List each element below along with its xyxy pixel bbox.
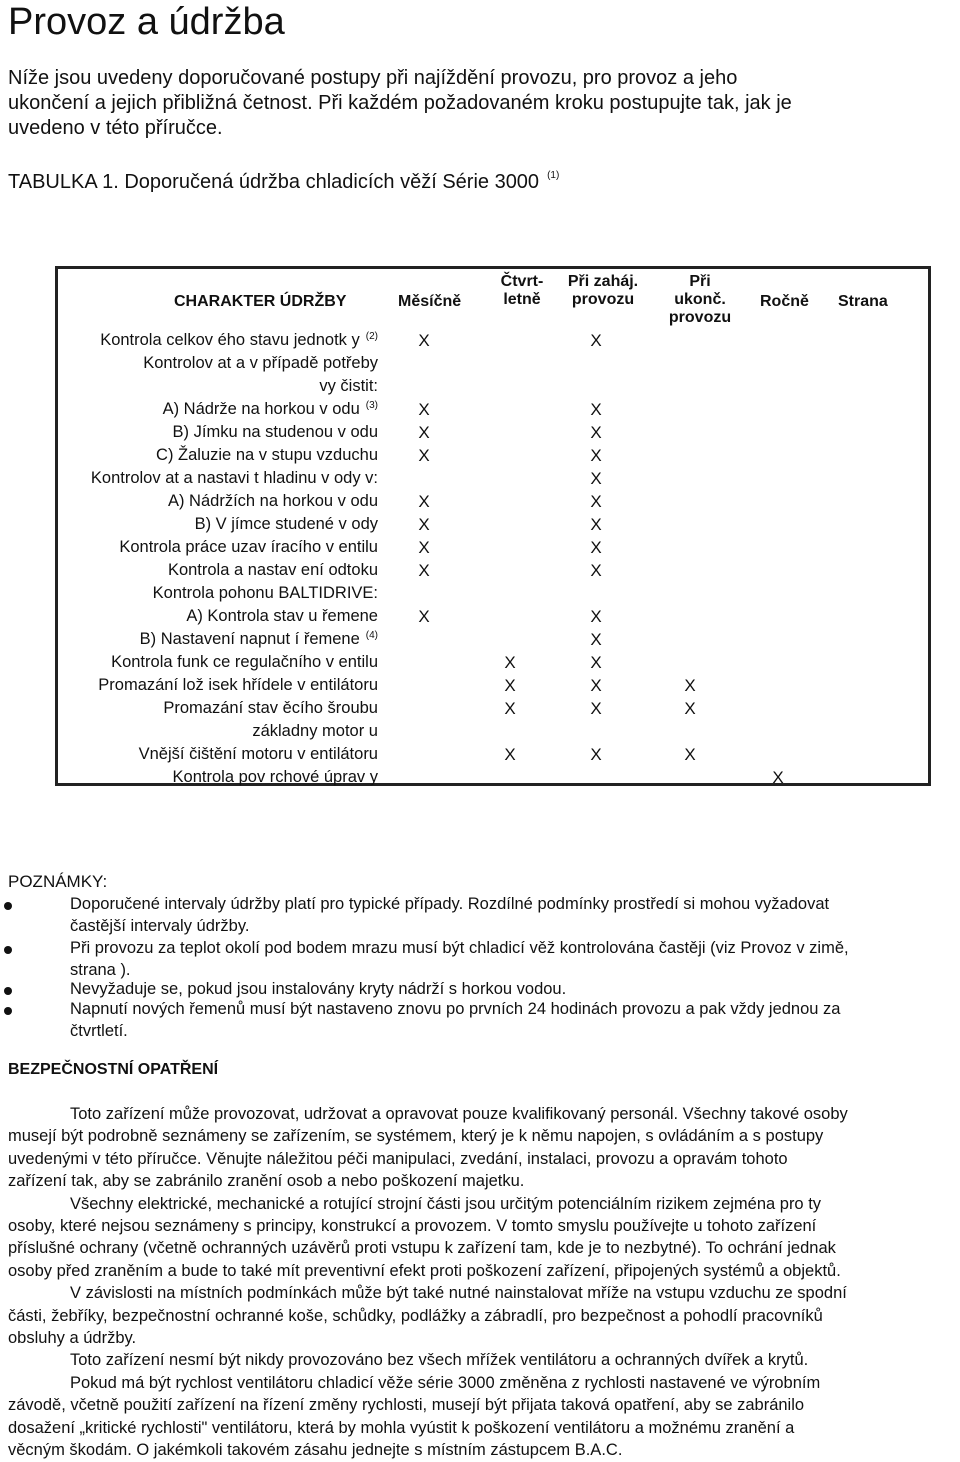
row-mark: X [418,561,430,580]
row-mark: X [418,538,430,557]
row-mark: X [590,469,602,488]
safety-line: příslušné ochrany (včetně ochranných uzávěrů proti vstupu k zařízení tam, kde je to nezbytné). To ochrání jednak [8,1239,836,1258]
row-label-text: Kontrolov at a nastavi t hladinu v ody v: [90,469,378,487]
row-mark: X [590,676,602,695]
row-mark: X [590,446,602,465]
row-label-text: B) Jímku na studenou v odu [172,423,378,441]
row-label [119,536,378,559]
table-row [58,559,928,582]
row-label [186,605,378,628]
bullet-icon [4,1007,12,1015]
row-mark: X [504,653,516,672]
row-mark: X [590,607,602,626]
header-strana: Strana [838,293,888,310]
safety-line: uvedenými v této příručce. Věnujte náležitou péči manipulaci, zvedání, instalaci, provozu a opravám tohoto [8,1149,788,1168]
row-footnote: (3) [365,400,378,411]
row-label [195,513,378,536]
table-row [58,766,928,789]
note-item [70,937,950,981]
table-caption-note: (1) [547,170,560,181]
safety-line: věcným škodám. O jakémkoli takovém zásahu jednejte s místním zástupcem B.A.C. [8,1441,623,1460]
note-line: Nevyžaduje se, pokud jsou instalovány kryty nádrží s horkou vodou. [70,980,567,998]
safety-line: části, žebříky, bezpečnostní ochranné koše, schůdky, podlážky a zábradlí, pro bezpečnost a pohodlí pracovníků [8,1306,823,1325]
table-row [58,582,928,605]
row-label-text: vy čistit: [319,377,378,395]
table-row [58,674,928,697]
table-row [58,421,928,444]
row-label-text: A) Nádržích na horkou v odu [167,492,378,510]
row-mark: X [590,400,602,419]
row-label-text: Kontrola funk ce regulačního v entilu [111,653,378,671]
row-label [139,743,378,766]
table-row [58,651,928,674]
row-label [319,375,378,398]
table-row [58,352,928,375]
table-row [58,467,928,490]
table-caption [8,170,559,194]
safety-text [8,1103,958,1462]
safety-line: Pokud má být rychlost ventilátoru chladicí věže série 3000 změněna z rychlosti nastavené ve výrobním [70,1373,821,1392]
intro-paragraph [8,66,908,141]
safety-line: osoby, které nejsou seznámeny s principy, konstrukcí a provozem. V tomto smyslu používejte u tohoto zařízení [8,1217,817,1236]
row-label [100,329,378,352]
note-item [70,893,950,937]
header-pri-ukonc-line3: provozu [668,309,732,326]
row-mark: X [418,446,430,465]
row-label-text: Vnější čištění motoru v entilátoru [138,745,378,763]
page-title: Provoz a údržba [8,1,285,43]
header-ctvrtletne-line2: letně [503,291,541,308]
row-label-text: Promazání lož isek hřídele v entilátoru [98,676,378,694]
header-rocne: Ročně [760,293,809,310]
row-mark: X [590,653,602,672]
row-mark: X [590,423,602,442]
bullet-icon [4,987,12,995]
table-caption-label: TABULKA 1. [8,171,119,193]
row-label [153,582,378,605]
header-charakter: CHARAKTER ÚDRŽBY [174,293,347,310]
header-pri-zahaj [558,273,648,309]
row-label [156,444,378,467]
row-mark: X [590,331,602,350]
safety-line: V závislosti na místních podmínkách může být také nutné nainstalovat mříže na vstupu vzduchu ze spodní [70,1284,847,1303]
row-mark: X [590,538,602,557]
note-line: strana ). [70,961,131,979]
safety-line: Toto zařízení může provozovat, udržovat a opravovat pouze kvalifikovaný personál. Všechny takové osoby [70,1105,848,1123]
row-mark: X [590,630,602,649]
note-item [70,978,950,1000]
row-footnote: (2) [365,331,378,342]
note-line: Napnutí nových řemenů musí být nastaveno znovu po prvních 24 hodinách provozu a pak vždy jednou za [70,1000,841,1018]
row-mark: X [418,331,430,350]
row-label-text: A) Nádrže na horkou v odu [162,400,360,418]
row-mark: X [418,607,430,626]
row-mark: X [418,492,430,511]
header-pri-ukonc-line1: Při [689,273,711,290]
intro-line: Níže jsou uvedeny doporučované postupy při najíždění provozu, pro provoz a jeho [8,67,738,89]
safety-line: zařízení tak, aby se zabránilo zranění osob a nebo poškození majetku. [8,1172,525,1191]
safety-heading: BEZPEČNOSTNÍ OPATŘENÍ [8,1061,219,1078]
bullet-icon [4,902,12,910]
row-label-text: Kontrola pohonu BALTIDRIVE: [152,584,378,602]
row-label [163,398,378,421]
safety-line: Všechny elektrické, mechanické a rotující strojní části jsou určitým potenciálním rizikem zejména pro ty [70,1194,822,1213]
row-mark: X [590,699,602,718]
note-line: Při provozu za teplot okolí pod bodem mrazu musí být chladicí věž kontrolována častěji (viz Provoz v zimě, [70,939,849,957]
header-mesicne: Měsíčně [398,293,462,310]
table-row [58,605,928,628]
header-pri-ukonc [658,273,742,327]
row-mark: X [418,515,430,534]
row-label [252,720,378,743]
row-mark: X [504,745,516,764]
header-pri-zahaj-line1: Při zaháj. [567,273,639,290]
note-line: Doporučené intervaly údržby platí pro typické případy. Rozdílné podmínky prostředí si mohou vyžadovat [70,895,830,913]
row-label-text: Kontrola a nastav ení odtoku [167,561,378,579]
row-label [168,559,378,582]
table-caption-name: Doporučená údržba chladicích věží Série 3000 [124,171,540,193]
row-mark: X [418,423,430,442]
row-label [163,697,378,720]
row-mark: X [590,561,602,580]
safety-line: dosažení „kritické rychlosti" ventilátoru, která by mohla vyústit k poškození ventilátoru a možnému zranění a [8,1418,795,1437]
row-label-text: C) Žaluzie na v stupu vzduchu [156,446,378,464]
row-footnote: (4) [365,630,378,641]
row-mark: X [590,515,602,534]
header-pri-zahaj-line2: provozu [571,291,635,308]
row-label [98,674,378,697]
header-ctvrtletne [492,273,552,309]
header-pri-ukonc-line2: ukonč. [674,291,726,308]
row-label-text: Kontrolov at a v případě potřeby [143,354,378,372]
safety-line: obsluhy a údržby. [8,1329,137,1348]
notes-heading: POZNÁMKY: [8,872,108,891]
row-label-text: A) Kontrola stav u řemene [186,607,378,625]
row-mark: X [504,676,516,695]
safety-line: osoby před zraněním a bude to také mít preventivní efekt proti poškození zařízení, připojených systémů a objektů. [8,1261,841,1280]
table-row [58,513,928,536]
row-label [111,651,378,674]
safety-line: Toto zařízení nesmí být nikdy provozováno bez všech mřížek ventilátoru a ochranných dvířek a krytů. [70,1351,809,1370]
header-ctvrtletne-line1: Čtvrt- [500,273,544,290]
note-item [70,998,950,1042]
row-label-text: Kontrola práce uzav íracího v entilu [119,538,378,556]
table-row [58,697,928,720]
table-row [58,536,928,559]
bullet-icon [4,946,12,954]
row-label [168,490,378,513]
intro-line: uvedeno v této příručce. [8,117,223,139]
row-mark: X [684,676,696,695]
row-mark: X [772,768,784,787]
row-mark: X [684,699,696,718]
table-row [58,743,928,766]
row-label [91,467,378,490]
intro-line: ukončení a jejich přibližná četnost. Při každém požadovaném kroku postupujte tak, jak je [8,92,792,114]
row-mark: X [684,745,696,764]
table-row [58,398,928,421]
row-label [140,628,378,651]
row-mark: X [590,745,602,764]
table-row [58,444,928,467]
row-mark: X [590,492,602,511]
row-label-text: B) Nastavení napnut í řemene [139,630,360,648]
row-label-text: B) V jímce studené v ody [194,515,378,533]
row-label-text: základny motor u [252,722,378,740]
note-line: častější intervaly údržby. [70,917,250,935]
row-label [173,421,378,444]
table-row [58,628,928,651]
row-label-text: Kontrola celkov ého stavu jednotk y [100,331,360,349]
note-line: čtvrtletí. [70,1022,128,1040]
table-row [58,329,928,352]
table-row [58,375,928,398]
table-row [58,490,928,513]
row-label-text: Kontrola pov rchové úprav y [172,768,378,786]
table-row [58,720,928,743]
row-mark: X [418,400,430,419]
row-label-text: Promazání stav ěcího šroubu [163,699,378,717]
safety-line: musejí být podrobně seznámeny se zařízením, se systémem, který je k němu napojen, s ovládáním a s postupy [8,1127,824,1146]
safety-line: závodě, včetně použití zařízení na řízení změny rychlosti, musejí být přijata taková opatření, aby se zabránilo [8,1396,805,1415]
maintenance-table [55,266,931,786]
row-label [143,352,378,375]
row-label [173,766,378,789]
row-mark: X [504,699,516,718]
